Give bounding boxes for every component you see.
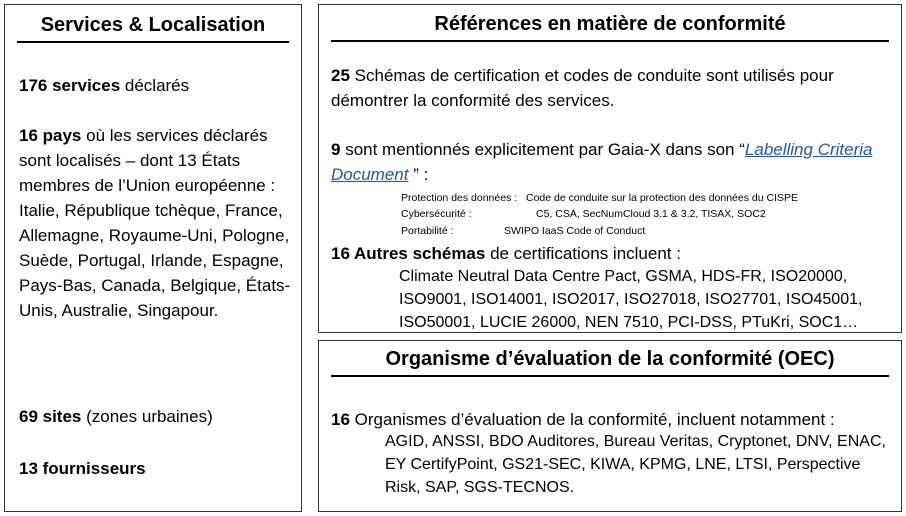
oec-title: Organisme d’évaluation de la conformité (OEC) bbox=[385, 348, 835, 370]
scheme-row bbox=[401, 192, 798, 205]
scheme-label: Cybersécurité : bbox=[401, 208, 472, 220]
title-underline bbox=[331, 375, 889, 377]
other-schemes-list: Climate Neutral Data Centre Pact, GSMA, HDS-FR, ISO20000, ISO9001, ISO14001, ISO2017, ISO27018, ISO27701, ISO45001, ISO50001, LUCIE 26000, NEN 7510, PCI-DSS, PTuKri, SOC1… bbox=[399, 268, 863, 331]
oec-text: Organismes d’évaluation de la conformité, incluent notamment : bbox=[349, 410, 835, 429]
scheme-value: SWIPO IaaS Code of Conduct bbox=[504, 225, 646, 237]
gaiax-text-end: ” : bbox=[408, 165, 429, 184]
compliance-references-panel bbox=[318, 4, 902, 333]
scheme-row bbox=[401, 225, 645, 238]
oec-list: AGID, ANSSI, BDO Auditores, Bureau Veritas, Cryptonet, DNV, ENAC, EY CertifyPoint, GS21-SEC, KIWA, KPMG, LNE, LTSI, Perspective Risk, SAP, SGS-TECNOS. bbox=[385, 433, 886, 496]
providers-count bbox=[19, 456, 146, 481]
oec-paragraph bbox=[331, 407, 835, 432]
scheme-value: Code de conduite sur la protection des données du CISPE bbox=[526, 192, 799, 204]
scheme-label: Protection des données : bbox=[401, 192, 518, 204]
gaiax-number: 9 bbox=[331, 140, 341, 159]
providers-number: 13 fournisseurs bbox=[19, 459, 146, 478]
sites-number: 69 sites bbox=[19, 407, 82, 426]
gaiax-text: sont mentionnés explicitement par Gaia-X dans son “ bbox=[340, 140, 745, 159]
scheme-row bbox=[401, 208, 766, 221]
countries-paragraph bbox=[19, 123, 294, 323]
oec-panel bbox=[318, 340, 902, 512]
scheme-label: Portabilité : bbox=[401, 225, 454, 237]
scheme-value: C5, CSA, SecNumCloud 3.1 & 3.2, TISAX, SOC2 bbox=[536, 208, 766, 220]
services-localisation-panel bbox=[4, 4, 302, 512]
schemes-paragraph bbox=[331, 63, 891, 113]
services-localisation-title: Services & Localisation bbox=[40, 14, 266, 36]
countries-text: où les services déclarés sont localisés – dont 13 États membres de l’Union européenne : Italie, République tchèque, France, Allemagne, Royaume-Uni, Pologne, Suède, Portugal, Irlande, Espagne, Pays-Bas, Canada, Belgique, États-Unis, Australie, Singapour. bbox=[19, 126, 291, 320]
services-count bbox=[19, 73, 189, 98]
compliance-references-title: Références en matière de conformité bbox=[434, 13, 786, 35]
sites-label: (zones urbaines) bbox=[81, 407, 213, 426]
title-underline bbox=[17, 41, 289, 43]
services-label: déclarés bbox=[120, 76, 190, 95]
schemes-text: Schémas de certification et codes de conduite sont utilisés pour démontrer la conformité des services. bbox=[331, 66, 834, 110]
gaiax-paragraph bbox=[331, 137, 891, 187]
sites-count bbox=[19, 404, 213, 429]
other-schemes-paragraph bbox=[331, 241, 681, 266]
countries-number: 16 pays bbox=[19, 126, 82, 145]
other-schemes-number: 16 Autres schémas bbox=[331, 244, 486, 263]
services-number: 176 services bbox=[19, 76, 121, 95]
other-schemes-text: de certifications incluent : bbox=[485, 244, 681, 263]
labelling-criteria-link[interactable]: Labelling Criteria Document bbox=[331, 140, 873, 184]
oec-number: 16 bbox=[331, 410, 350, 429]
schemes-number: 25 bbox=[331, 66, 350, 85]
title-underline bbox=[331, 40, 889, 42]
